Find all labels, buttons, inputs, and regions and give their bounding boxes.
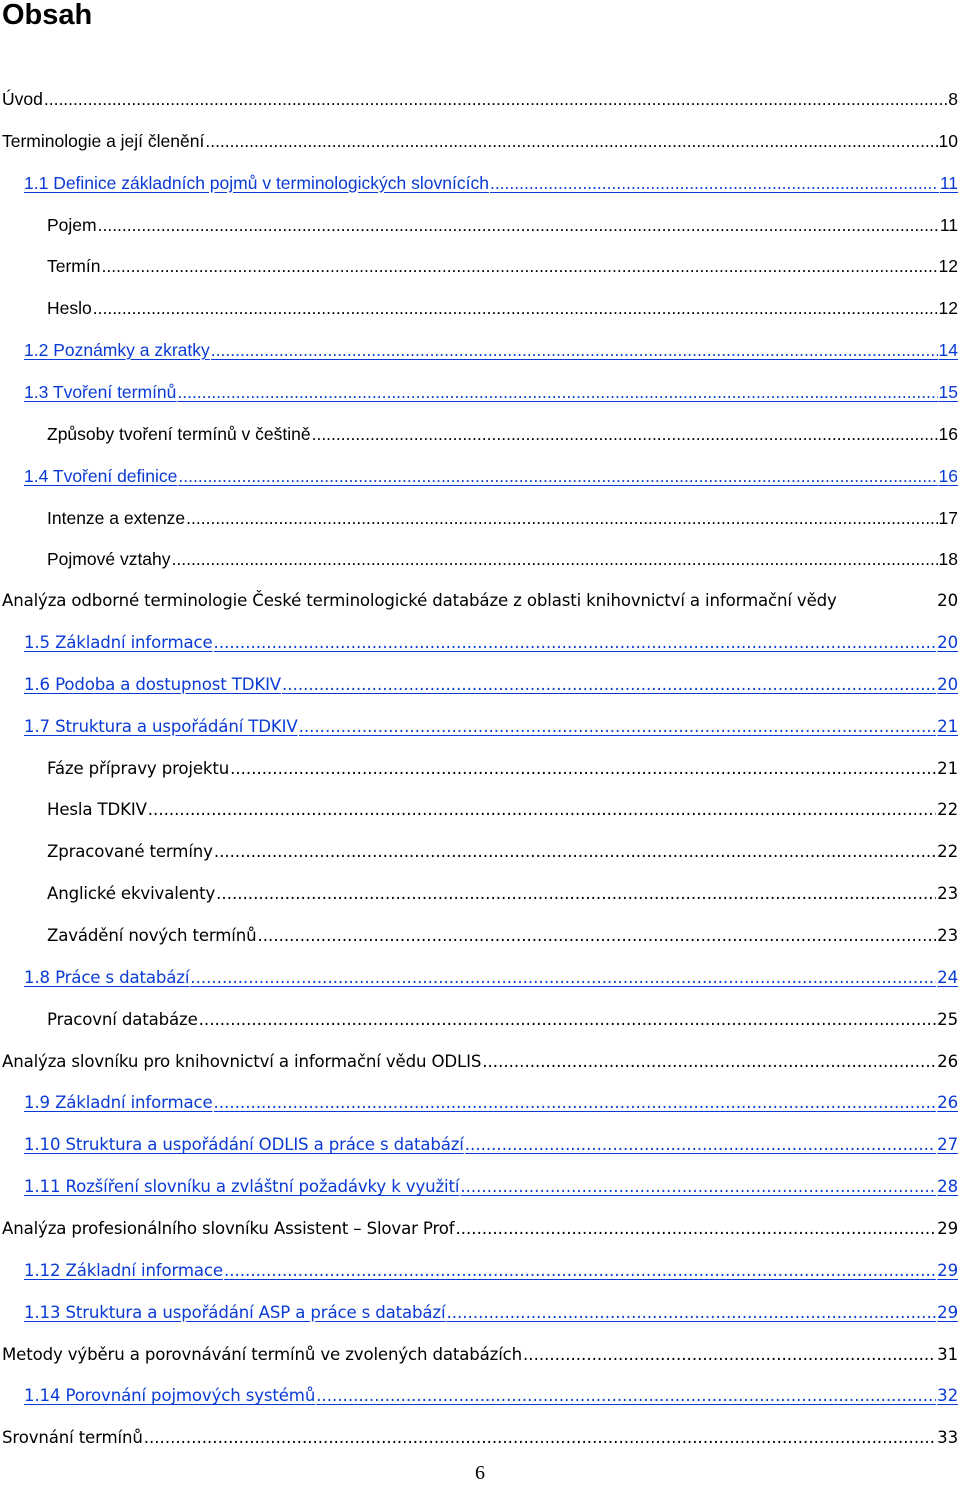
toc-entry — [47, 789, 958, 831]
toc-entry-label: Pojem — [47, 214, 97, 235]
toc-dot-leader — [148, 789, 936, 831]
toc-dot-leader — [186, 497, 937, 539]
toc-entry-page-number: 21 — [937, 758, 958, 778]
toc-entry-label: Termín — [47, 256, 101, 277]
toc-dot-leader — [214, 622, 937, 664]
toc-entry-label: Srovnání termínů — [2, 1428, 143, 1448]
toc-entry-label: 1.14 Porovnání pojmových systémů — [24, 1386, 316, 1406]
toc-entry — [47, 497, 958, 539]
toc-entry-label: Intenze a extenze — [47, 507, 186, 528]
toc-dot-leader — [258, 915, 937, 957]
toc-link[interactable] — [24, 1292, 958, 1334]
toc-dot-leader — [178, 455, 937, 497]
toc-entry-page-number: 22 — [937, 800, 958, 820]
toc-entry-label: Anglické ekvivalenty — [47, 884, 216, 904]
toc-entry-label: Metody výběru a porovnávání termínů ve zvolených databázích — [2, 1344, 523, 1364]
toc-entry — [47, 413, 958, 455]
toc-dot-leader — [299, 706, 937, 748]
toc-link[interactable] — [24, 1166, 958, 1208]
toc-dot-leader — [44, 78, 947, 120]
toc-entry-page-number: 26 — [937, 1093, 958, 1113]
toc-entry-page-number: 20 — [937, 591, 958, 611]
toc-entry — [47, 204, 958, 246]
toc-entry-label: 1.13 Struktura a uspořádání ASP a práce s databází — [24, 1302, 446, 1322]
toc-entry-label: 1.4 Tvoření definice — [24, 465, 178, 486]
toc-entry-label: Pracovní databáze — [47, 1009, 198, 1029]
toc-entry-label: Analýza profesionálního slovníku Assistent – Slovar Prof — [2, 1218, 455, 1238]
toc-entry-label: Úvod — [2, 89, 43, 109]
toc-entry-page-number: 23 — [937, 884, 958, 904]
toc-dot-leader — [172, 538, 938, 580]
toc-entry-label: Heslo — [47, 298, 92, 319]
toc-entry-page-number: 14 — [938, 340, 958, 361]
toc-entry-label: Terminologie a její členění — [2, 130, 205, 151]
toc-entry-page-number: 22 — [937, 842, 958, 862]
toc-entry-page-number: 25 — [937, 1009, 958, 1029]
toc-entry — [47, 999, 958, 1041]
toc-dot-leader — [460, 1166, 936, 1208]
toc-dot-leader — [482, 1041, 936, 1083]
toc-link[interactable] — [24, 1124, 958, 1166]
toc-dot-leader — [177, 371, 937, 413]
toc-entry-label: 1.9 Základní informace — [24, 1093, 213, 1113]
toc-entry-label: 1.5 Základní informace — [24, 633, 213, 653]
toc-link[interactable] — [24, 1375, 958, 1417]
toc-entry — [2, 78, 958, 120]
toc-link[interactable] — [24, 706, 958, 748]
toc-dot-leader — [282, 664, 936, 706]
page-title: Obsah — [2, 0, 93, 31]
toc-entry-page-number: 32 — [937, 1386, 958, 1406]
toc-link[interactable] — [24, 162, 958, 204]
toc-dot-leader — [190, 957, 936, 999]
toc-link[interactable] — [24, 1250, 958, 1292]
toc-dot-leader — [205, 120, 937, 162]
toc-entry-page-number: 26 — [937, 1051, 958, 1071]
toc-entry-page-number: 12 — [938, 256, 958, 277]
toc-entry-label: Analýza slovníku pro knihovnictví a informační vědu ODLIS — [2, 1051, 482, 1071]
toc-entry-label: 1.3 Tvoření termínů — [24, 381, 177, 402]
toc-entry-label: Hesla TDKIV — [47, 800, 147, 820]
toc-entry-label: 1.8 Práce s databází — [24, 967, 190, 987]
toc-dot-leader — [214, 1082, 937, 1124]
toc-entry-label: Zpracované termíny — [47, 842, 213, 862]
toc-entry-label: Fáze přípravy projektu — [47, 758, 230, 778]
toc-dot-leader — [101, 245, 937, 287]
toc-link[interactable] — [24, 371, 958, 413]
toc-entry-label: 1.7 Struktura a uspořádání TDKIV — [24, 716, 298, 736]
toc-entry-page-number: 29 — [937, 1302, 958, 1322]
page-number: 6 — [475, 1462, 485, 1484]
toc-entry — [47, 245, 958, 287]
toc-entry-label: 1.11 Rozšíření slovníku a zvláštní požadávky k využití — [24, 1177, 460, 1197]
toc-dot-leader — [230, 748, 936, 790]
toc-entry-label: Způsoby tvoření termínů v češtině — [47, 423, 311, 444]
toc-dot-leader — [216, 873, 936, 915]
toc-entry-page-number: 11 — [939, 172, 958, 193]
toc-entry — [47, 748, 958, 790]
toc-entry-page-number: 29 — [937, 1218, 958, 1238]
toc-entry-label: Pojmové vztahy — [47, 549, 171, 570]
toc-entry-label: 1.6 Podoba a dostupnost TDKIV — [24, 674, 282, 694]
toc-entry — [2, 120, 958, 162]
toc-link[interactable] — [24, 622, 958, 664]
toc-link[interactable] — [24, 1082, 958, 1124]
toc-entry-page-number: 18 — [938, 549, 958, 570]
toc-dot-leader — [211, 329, 938, 371]
toc-entry — [47, 538, 958, 580]
toc-link[interactable] — [24, 455, 958, 497]
toc-entry — [47, 915, 958, 957]
toc-entry — [2, 1208, 958, 1250]
toc-dot-leader — [490, 162, 939, 204]
toc-entry-label: Analýza odborné terminologie České terminologické databáze z oblasti knihovnictví a informační vědy — [2, 591, 837, 611]
toc-entry — [47, 873, 958, 915]
toc-entry-page-number: 16 — [938, 423, 958, 444]
toc-dot-leader — [455, 1208, 936, 1250]
toc-entry — [47, 831, 958, 873]
toc-entry-page-number: 17 — [938, 507, 958, 528]
toc-entry-page-number: 12 — [938, 298, 958, 319]
toc-entry-page-number: 8 — [948, 89, 958, 109]
toc-entry-page-number: 16 — [938, 465, 958, 486]
toc-dot-leader — [199, 999, 937, 1041]
toc-entry-page-number: 15 — [938, 381, 958, 402]
toc-dot-leader — [523, 1334, 936, 1376]
toc-entry-page-number: 11 — [939, 214, 958, 235]
toc-entry — [2, 1334, 958, 1376]
toc-dot-leader — [93, 287, 938, 329]
toc-dot-leader — [316, 1375, 936, 1417]
toc-entry-label: 1.2 Poznámky a zkratky — [24, 340, 210, 361]
toc-entry-page-number: 20 — [937, 633, 958, 653]
toc-dot-leader — [98, 204, 939, 246]
toc-entry-label: Zavádění nových termínů — [47, 926, 257, 945]
toc-entry-page-number: 29 — [937, 1260, 958, 1280]
toc-entry-label: 1.12 Základní informace — [24, 1260, 223, 1280]
toc-entry-page-number: 28 — [937, 1177, 958, 1197]
toc-entry-label: 1.1 Definice základních pojmů v terminologických slovnících — [24, 172, 489, 193]
toc-link[interactable] — [24, 329, 958, 371]
toc-entry — [2, 580, 958, 622]
toc-entry-label: 1.10 Struktura a uspořádání ODLIS a práce s databází — [24, 1135, 464, 1155]
toc-link[interactable] — [24, 957, 958, 999]
toc-entry — [47, 287, 958, 329]
toc-entry — [2, 1417, 958, 1459]
toc-link[interactable] — [24, 664, 958, 706]
toc-dot-leader — [312, 413, 938, 455]
toc-entry-page-number: 24 — [937, 967, 958, 987]
toc-entry-page-number: 33 — [937, 1428, 958, 1448]
toc-dot-leader — [214, 831, 936, 873]
toc-entry-page-number: 23 — [937, 926, 958, 945]
toc-entry-page-number: 31 — [937, 1344, 958, 1364]
toc-dot-leader — [144, 1417, 936, 1459]
toc-entry — [2, 1041, 958, 1083]
toc-dot-leader — [224, 1250, 936, 1292]
toc-entry-page-number: 10 — [938, 130, 958, 151]
toc-dot-leader — [465, 1124, 936, 1166]
toc-dot-leader — [446, 1292, 936, 1334]
toc-entry-page-number: 27 — [937, 1135, 958, 1155]
toc-entry-page-number: 21 — [937, 716, 958, 736]
toc-entry-page-number: 20 — [937, 674, 958, 694]
